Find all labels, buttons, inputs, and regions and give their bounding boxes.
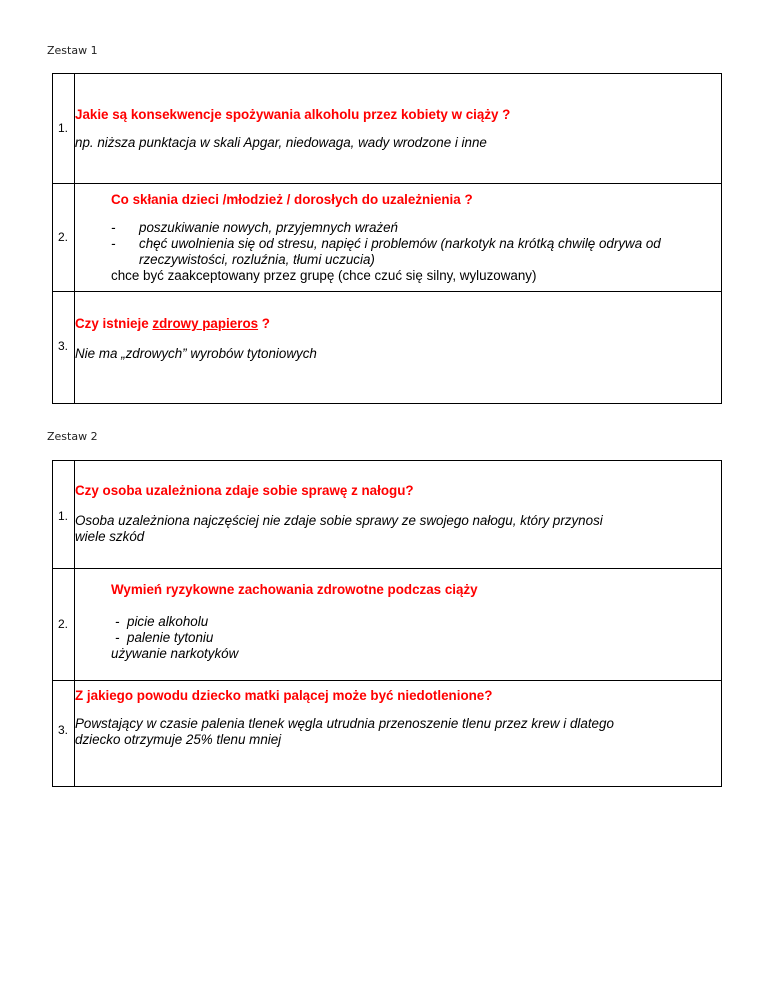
set-1-table — [52, 73, 722, 404]
table-row — [53, 292, 722, 404]
question: Co skłania dzieci /młodzież / dorosłych do uzależnienia ? — [111, 192, 473, 207]
set-2-table — [52, 460, 722, 787]
row-number-cell — [53, 681, 75, 787]
question: Z jakiego powodu dziecko matki palącej może być niedotlenione? — [75, 688, 493, 703]
question-underlined: zdrowy papieros — [152, 316, 259, 331]
question: Jakie są konsekwencje spożywania alkoholu przez kobiety w ciąży ? — [75, 107, 511, 122]
list-item: - picie alkoholu — [107, 614, 721, 630]
row-content-cell — [75, 74, 722, 184]
table-row — [53, 184, 722, 292]
question-suffix: ? — [258, 316, 270, 331]
list-item: - chęć uwolnienia się od stresu, napięć i problemów (narkotyk na krótką chwilę odrywa od rzeczywistości, rozluźnia, tłumi uczucia) — [103, 236, 721, 268]
row-number-cell — [53, 74, 75, 184]
row-content-cell — [75, 569, 722, 681]
bullet-list — [75, 614, 721, 646]
answer-extra: używanie narkotyków — [111, 646, 239, 661]
table-row — [53, 461, 722, 569]
row-number: 3. — [58, 723, 69, 737]
row-number: 1. — [58, 121, 69, 135]
question-prefix: Czy istnieje — [75, 316, 153, 331]
row-content-cell — [75, 292, 722, 404]
answer-extra: chce być zaakceptowany przez grupę (chce czuć się silny, wyluzowany) — [111, 268, 537, 283]
set-2-label: Zestaw 2 — [47, 430, 98, 443]
question — [75, 316, 721, 332]
row-number: 2. — [58, 617, 69, 631]
row-number-cell — [53, 184, 75, 292]
row-number: 2. — [58, 230, 69, 244]
row-number: 1. — [58, 509, 69, 523]
row-number-cell — [53, 292, 75, 404]
row-number: 3. — [58, 339, 69, 353]
answer: Powstający w czasie palenia tlenek węgla utrudnia przenoszenie tlenu przez krew i dlatego dziecko otrzymuje 25% tlenu mniej — [75, 716, 614, 747]
row-content-cell — [75, 681, 722, 787]
set-1-label: Zestaw 1 — [47, 44, 98, 57]
answer: np. niższa punktacja w skali Apgar, niedowaga, wady wrodzone i inne — [75, 135, 487, 150]
table-row — [53, 569, 722, 681]
answer: Nie ma „zdrowych” wyrobów tytoniowych — [75, 346, 317, 361]
table-row — [53, 681, 722, 787]
bullet-list — [75, 220, 721, 268]
question: Wymień ryzykowne zachowania zdrowotne podczas ciąży — [111, 582, 478, 597]
list-item: - palenie tytoniu — [107, 630, 721, 646]
row-number-cell — [53, 461, 75, 569]
row-content-cell — [75, 184, 722, 292]
row-number-cell — [53, 569, 75, 681]
answer: Osoba uzależniona najczęściej nie zdaje sobie sprawy ze swojego nałogu, który przynosi wiele szkód — [75, 513, 603, 544]
table-row — [53, 74, 722, 184]
list-item: - poszukiwanie nowych, przyjemnych wrażeń — [103, 220, 721, 236]
row-content-cell — [75, 461, 722, 569]
question: Czy osoba uzależniona zdaje sobie sprawę z nałogu? — [75, 483, 414, 498]
